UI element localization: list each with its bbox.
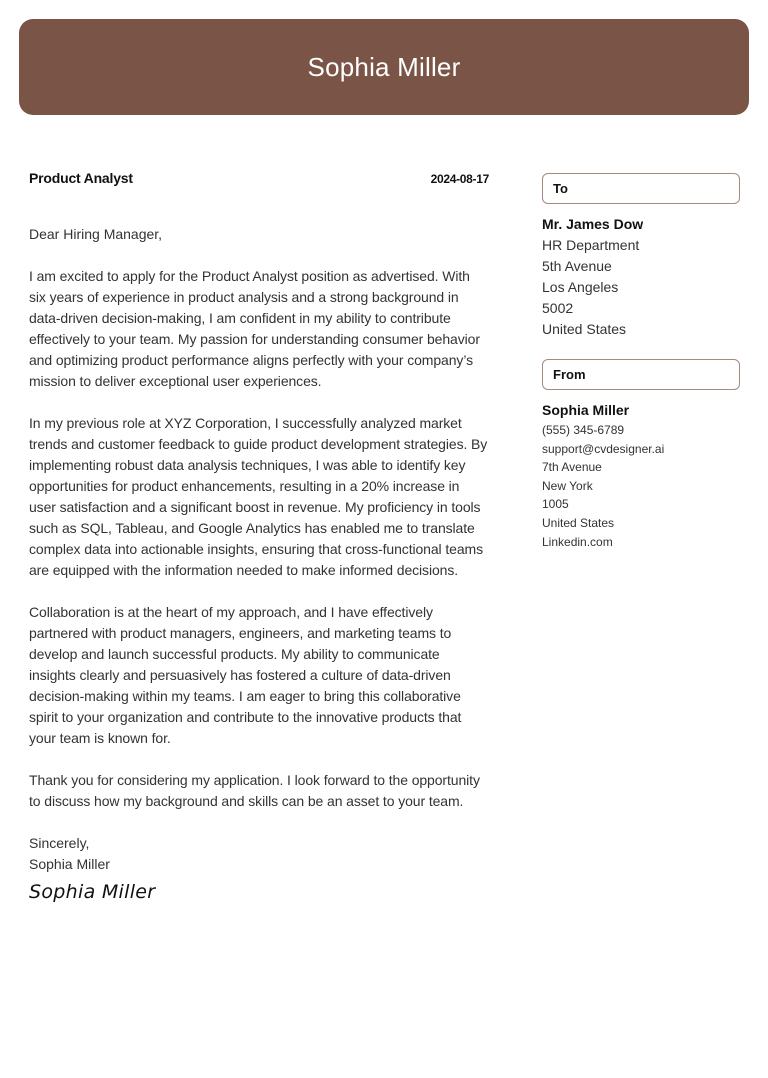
applicant-name: Sophia Miller <box>307 51 461 82</box>
closing-block <box>29 833 489 875</box>
recipient-department: HR Department <box>542 237 640 253</box>
sender-name: Sophia Miller <box>542 402 630 418</box>
sender-postal-code: 1005 <box>542 497 569 512</box>
paragraph-thanks: Thank you for considering my application. I look forward to the opportunity to discuss how my background and skills can be an asset to your team. <box>29 772 480 809</box>
paragraph-intro: I am excited to apply for the Product Analyst position as advertised. With six years of experience in product analysis and a strong background in data-driven decision-making, I am confident in my ability to contribute effectively to your team. My passion for understanding consumer behavior and optimizing product performance aligns perfectly with your company’s mission to deliver exceptional user experiences. <box>29 268 480 389</box>
sender-street: 7th Avenue <box>542 460 602 475</box>
letter-meta <box>29 170 489 194</box>
paragraph-experience: In my previous role at XYZ Corporation, I successfully analyzed market trends and customer feedback to guide product development strategies. By implementing robust data analysis techniques, I was able to identify key opportunities for product enhancements, resulting in a 20% increase in user satisfaction and a significant boost in revenue. My proficiency in tools such as SQL, Tableau, and Google Analytics has enabled me to translate complex data into actionable insights, ensuring that cross-functional teams are equipped with the information needed to make informed decisions. <box>29 415 488 578</box>
closing-phrase: Sincerely, <box>29 835 90 851</box>
letter-body <box>29 170 489 903</box>
recipient-details <box>542 214 740 340</box>
closing-name: Sophia Miller <box>29 856 110 872</box>
letter-date: 2024-08-17 <box>430 172 489 186</box>
paragraph-collaboration: Collaboration is at the heart of my approach, and I have effectively partnered with product managers, engineers, and marketing teams to develop and launch successful products. My ability to communicate insights clearly and persuasively has fostered a culture of data-driven decision-making within my teams. I am eager to bring this collaborative spirit to your organization and contribute to the innovative products that your team is known for. <box>29 604 462 746</box>
from-label-box <box>542 359 740 390</box>
header-banner <box>19 19 749 115</box>
recipient-street: 5th Avenue <box>542 258 612 274</box>
to-label: To <box>553 181 568 196</box>
sender-email: support@cvdesigner.ai <box>542 441 665 456</box>
salutation: Dear Hiring Manager, <box>29 226 163 242</box>
recipient-country: United States <box>542 321 627 337</box>
recipient-name: Mr. James Dow <box>542 216 644 232</box>
signature: Sophia Miller <box>29 881 156 903</box>
sender-details <box>542 400 740 551</box>
recipient-city: Los Angeles <box>542 279 619 295</box>
sender-city: New York <box>542 478 593 493</box>
sender-phone: (555) 345-6789 <box>542 423 625 437</box>
sender-website: Linkedin.com <box>542 534 613 549</box>
recipient-postal-code: 5002 <box>542 300 574 316</box>
to-label-box <box>542 173 740 204</box>
address-sidebar <box>542 173 740 551</box>
from-label: From <box>553 367 586 382</box>
sender-country: United States <box>542 515 615 530</box>
job-title: Product Analyst <box>29 170 133 186</box>
